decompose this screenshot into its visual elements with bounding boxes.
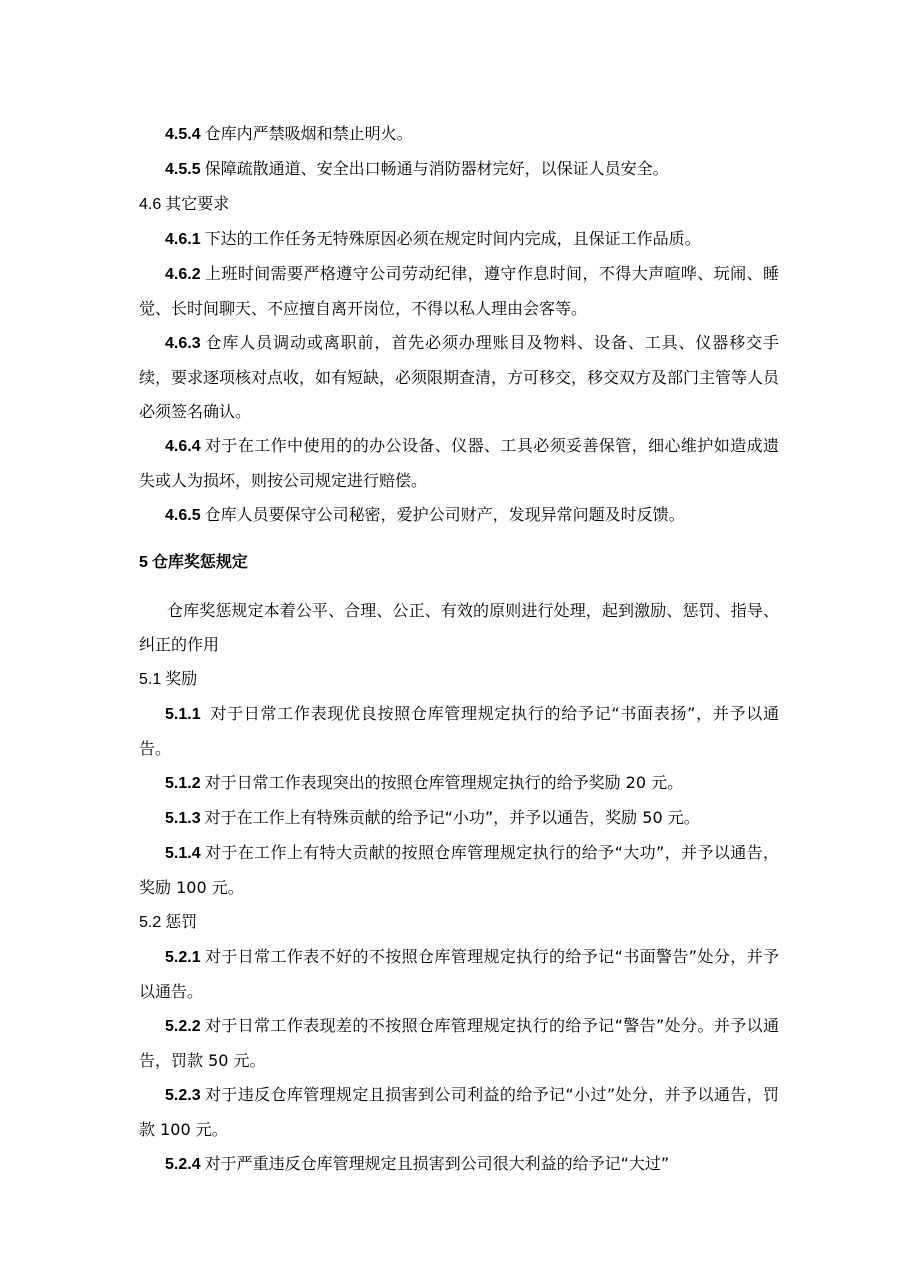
subsection-title: 奖励 <box>165 669 198 688</box>
clause-number: 5.2.1 <box>165 949 201 966</box>
clause-text: 对于严重违反仓库管理规定且损害到公司很大利益的给予记“大过” <box>204 1154 670 1173</box>
clause-4-6-1 <box>139 222 779 257</box>
clause-text: 对于日常工作表现差的不按照仓库管理规定执行的给予记“警告”处分。并予以通告，罚款 50 元。 <box>139 1016 779 1070</box>
clause-text: 对于日常工作表现突出的按照仓库管理规定执行的给予奖励 20 元。 <box>204 773 684 792</box>
subsection-number: 4.6 <box>139 196 162 213</box>
clause-text: 仓库内严禁吸烟和禁止明火。 <box>204 124 413 143</box>
subsection-title: 其它要求 <box>165 194 230 213</box>
subsection-heading-5-1 <box>139 662 779 697</box>
clause-number: 4.5.5 <box>165 161 201 178</box>
document-body <box>139 117 779 1182</box>
clause-4-6-3 <box>139 326 779 429</box>
clause-5-1-4 <box>139 836 779 905</box>
clause-5-1-2 <box>139 766 779 801</box>
clause-4-6-2 <box>139 257 779 326</box>
clause-text: 对于在工作中使用的的办公设备、仪器、工具必须妥善保管，细心维护如造成遗失或人为损坏，则按公司规定进行赔偿。 <box>139 436 779 490</box>
clause-5-2-2 <box>139 1009 779 1078</box>
clause-number: 5.2.4 <box>165 1156 201 1173</box>
section-5-intro <box>139 594 779 662</box>
clause-number: 4.6.4 <box>165 438 201 455</box>
intro-text: 仓库奖惩规定本着公平、合理、公正、有效的原则进行处理，起到激励、惩罚、指导、纠正的作用 <box>139 601 779 654</box>
section-heading-5 <box>139 545 779 580</box>
clause-4-5-4 <box>139 117 779 152</box>
clause-number: 5.2.2 <box>165 1018 201 1035</box>
clause-number: 4.6.1 <box>165 231 201 248</box>
clause-text: 上班时间需要严格遵守公司劳动纪律，遵守作息时间，不得大声喧哗、玩闹、睡觉、长时间聊天、不应擅自离开岗位，不得以私人理由会客等。 <box>139 264 779 318</box>
clause-number: 5.1.4 <box>165 845 201 862</box>
clause-text: 对于违反仓库管理规定且损害到公司利益的给予记“小过”处分，并予以通告，罚款 100 元。 <box>139 1085 779 1139</box>
clause-number: 4.6.5 <box>165 507 201 524</box>
clause-text: 对于在工作上有特殊贡献的给予记“小功”，并予以通告，奖励 50 元。 <box>204 808 700 827</box>
clause-number: 4.6.2 <box>165 266 201 283</box>
clause-5-2-3 <box>139 1078 779 1147</box>
clause-text: 保障疏散通道、安全出口畅通与消防器材完好，以保证人员安全。 <box>204 159 669 178</box>
clause-text: 仓库人员调动或离职前，首先必须办理账目及物料、设备、工具、仪器移交手续，要求逐项核对点收，如有短缺，必须限期查清，方可移交，移交双方及部门主管等人员必须签名确认。 <box>139 333 780 421</box>
subsection-number: 5.2 <box>139 914 162 931</box>
clause-4-5-5 <box>139 152 779 187</box>
clause-text: 仓库人员要保守公司秘密，爱护公司财产，发现异常问题及时反馈。 <box>204 505 685 524</box>
clause-text: 对于日常工作表现优良按照仓库管理规定执行的给予记“书面表扬”，并予以通告。 <box>139 704 779 758</box>
clause-5-2-4 <box>139 1147 779 1182</box>
subsection-number: 5.1 <box>139 671 162 688</box>
clause-text: 对于在工作上有特大贡献的按照仓库管理规定执行的给予“大功”，并予以通告，奖励 100 元。 <box>139 843 779 897</box>
clause-5-1-3 <box>139 801 779 836</box>
clause-text: 对于日常工作表不好的不按照仓库管理规定执行的给予记“书面警告”处分，并予以通告。 <box>139 947 779 1001</box>
clause-text: 下达的工作任务无特殊原因必须在规定时间内完成，且保证工作品质。 <box>204 229 701 248</box>
section-title: 仓库奖惩规定 <box>151 552 248 571</box>
clause-5-2-1 <box>139 940 779 1009</box>
subsection-heading-4-6 <box>139 187 779 222</box>
clause-number: 5.2.3 <box>165 1087 201 1104</box>
clause-number: 5.1.2 <box>165 775 201 792</box>
clause-5-1-1 <box>139 697 779 766</box>
clause-number: 4.5.4 <box>165 126 201 143</box>
section-number: 5 <box>139 554 148 571</box>
clause-4-6-5 <box>139 498 779 533</box>
clause-number: 5.1.1 <box>165 706 201 723</box>
clause-number: 4.6.3 <box>165 335 201 352</box>
clause-number: 5.1.3 <box>165 810 201 827</box>
subsection-title: 惩罚 <box>165 912 198 931</box>
subsection-heading-5-2 <box>139 905 779 940</box>
clause-4-6-4 <box>139 429 779 498</box>
